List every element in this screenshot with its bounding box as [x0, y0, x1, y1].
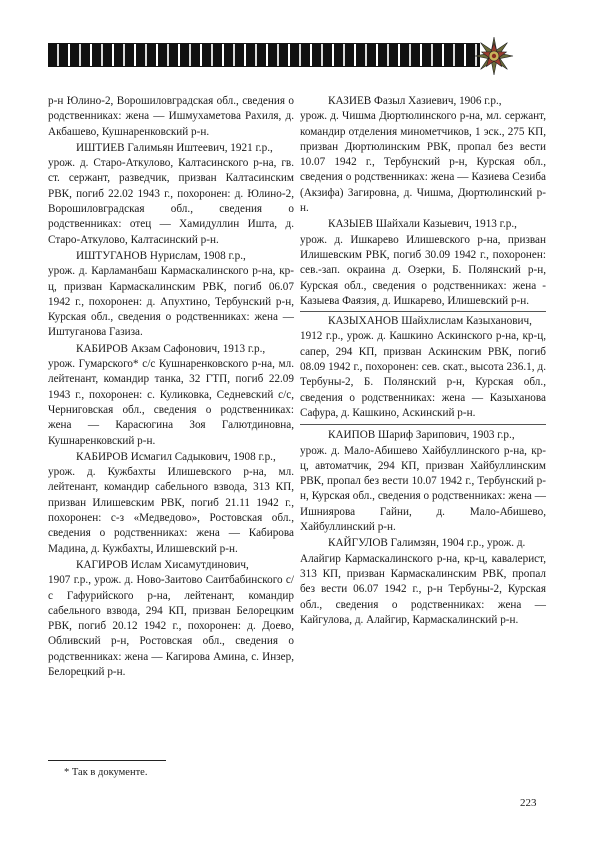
entry-kaipov [300, 428, 546, 535]
page-number: 223 [520, 797, 537, 809]
entry-text: 1912 г.р., урож. д. Кашкино Аскинского р-на, кр-ц, сапер, 294 КП, призван Аскинским РВК, погиб 08.09 1942 г., похоронен: сев. скат., высота 236.1, д. Тербуны-2, Б. Полянский р-н, Курская обл., сведения о родственниках: жена — Казыханова Сафура, д. Кашкино, Аскинский р-н. [300, 330, 546, 419]
entry-kabirov-ismagil [48, 450, 294, 557]
entry-heading: ИШТИЕВ Галимьян Иштеевич, 1921 г.р., [76, 141, 273, 154]
entry-heading: КАЗЫЕВ Шайхали Казыевич, 1913 г.р., [328, 218, 517, 231]
entry-text: урож. д. Кужбахты Илишевского р-на, мл. лейтенант, командир сабельного взвода, 313 КП, призван Илишевским РВК, погиб 21.11 1942 г., похоронен: с-з «Медведово», Ростовская обл., сведения о родственниках: жена — Кабирова Мадина, д. Кужбахты, Илишевский р-н. [48, 466, 294, 555]
entry-ishtuganov [48, 249, 294, 341]
entry-heading: КАЗИЕВ Фазыл Хазиевич, 1906 г.р., [328, 95, 502, 107]
footnote: * Так в документе. [64, 767, 148, 778]
entry-text: 1907 г.р., урож. д. Ново-Заитово Саитбабинского с/с Гафурийского р-на, лейтенант, командир сабельного взвода, 294 КП, призван Белорецким РВК, погиб 20.12 1942 г., похоронен: д. Доево, Обливский р-н, Ростовская обл., сведения о родственниках: жена — Кагирова Амина, с. Инзер, Белорецкий р-н. [48, 574, 294, 678]
entry-kaziev [300, 94, 546, 216]
entry-text: урож. д. Карламанбаш Кармаскалинского р-на, кр-ц, призван Кармаскалинским РВК, погиб 06.07 1942 г., похоронен: д. Апухтино, Тербунский р-н, Курская обл., сведения о родственниках: жена — Иштуганова Газиза. [48, 265, 294, 339]
entry-kabirov-akzam [48, 342, 294, 449]
entry-kazykhanov [300, 311, 546, 425]
entry-heading: КАБИРОВ Акзам Сафонович, 1913 г.р., [76, 342, 266, 355]
ribbon-bottom-border [48, 66, 480, 67]
entry-text: Алайгир Кармаскалинского р-на, кр-ц, кавалерист, 313 КП, призван Кармаскалинским РВК, пропал без вести 06.07 1942 г., р-н Тербуны-2, Курская обл., сведения о родственниках: жена — Кайгулова, д. Алайгир, Кармаскалинский р-н. [300, 552, 546, 626]
entry-heading: ИШТУГАНОВ Нурислам, 1908 г.р., [76, 249, 246, 262]
entry-kagirov [48, 558, 294, 680]
entry-text: урож. Гумарского* с/с Кушнаренковского р-на, мл. лейтенант, командир танка, 32 ГТП, погиб 22.09 1943 г., похоронен: с. Куликовка, Седневский с/с, Черниговская обл., сведения о родственниках: жена — Карасюгина Зоя Галютдиновна, Кушнаренковский р-н. [48, 358, 294, 447]
entry-heading: КАБИРОВ Исмагил Садыкович, 1908 г.р., [76, 450, 276, 463]
footnote-divider [48, 760, 166, 761]
right-column [300, 94, 546, 629]
entry-kaygulov [300, 536, 546, 628]
ribbon-top-border [48, 43, 480, 44]
entry-text: урож. д. Старо-Аткулово, Калтасинского р-на, гв. ст. сержант, разведчик, призван Калтасинским РВК, погиб 22.02 1943 г., похоронен: д. Юлино-2, Ворошиловградская обл., сведения о родственниках: отец — Хамидуллин Ишта, д. Старо-Аткулово, Калтасинский р-н. [48, 157, 294, 246]
entry-heading: КАЗЫХАНОВ Шайхлислам Казыханович, [328, 315, 532, 328]
memorial-ribbon [48, 44, 480, 66]
entry-text: р-н Юлино-2, Ворошиловградская обл., сведения о родственниках: жена — Ишмухаметова Рахиля, д. Акбашево, Кушнаренковский р-н. [48, 95, 294, 138]
entry-ishtiev [48, 141, 294, 248]
left-column [48, 94, 294, 681]
entry-text: урож. д. Чишма Дюртюлинского р-на, мл. сержант, командир отделения минометчиков, 1 эск., 275 КП, призван Дюртюлинским РВК, пропал без вести 10.07 1942 г., Тербунский р-н, Курская обл., сведения о родственниках: жена — Казиева Сезиба (Акзифа) Загировна, д. Чишма, Дюртюлинский р-н. [300, 110, 546, 215]
entry-kazyev [300, 217, 546, 309]
entry-ishmukhametov-continuation [48, 94, 294, 140]
entry-heading: КАЙГУЛОВ Галимзян, 1904 г.р., урож. д. [328, 537, 526, 550]
entry-text: урож. д. Ишкарево Илишевского р-на, призван Илишевским РВК, погиб 30.09 1942 г., похоронен: сев.-зап. окраина д. Озерки, Б. Полянский р-н, Курская обл., сведения о родственниках: жена - Казыева Фаязия, д. Ишкарево, Илишевский р-н. [300, 233, 546, 307]
entry-heading: КАГИРОВ Ислам Хисамутдинович, [76, 558, 249, 571]
entry-heading: КАИПОВ Шариф Зарипович, 1903 г.р., [328, 429, 515, 442]
order-of-patriotic-war-star-icon [474, 36, 514, 76]
entry-text: урож. д. Мало-Абишево Хайбуллинского р-на, кр-ц, автоматчик, 294 КП, призван Хайбуллинским РВК, пропал без вести 10.07 1942 г., Тербунский р-н, Курская обл., сведения о родственниках: жена — Ишниярова Гайни, д. Мало-Абишево, Хайбуллинский р-н. [300, 444, 546, 534]
